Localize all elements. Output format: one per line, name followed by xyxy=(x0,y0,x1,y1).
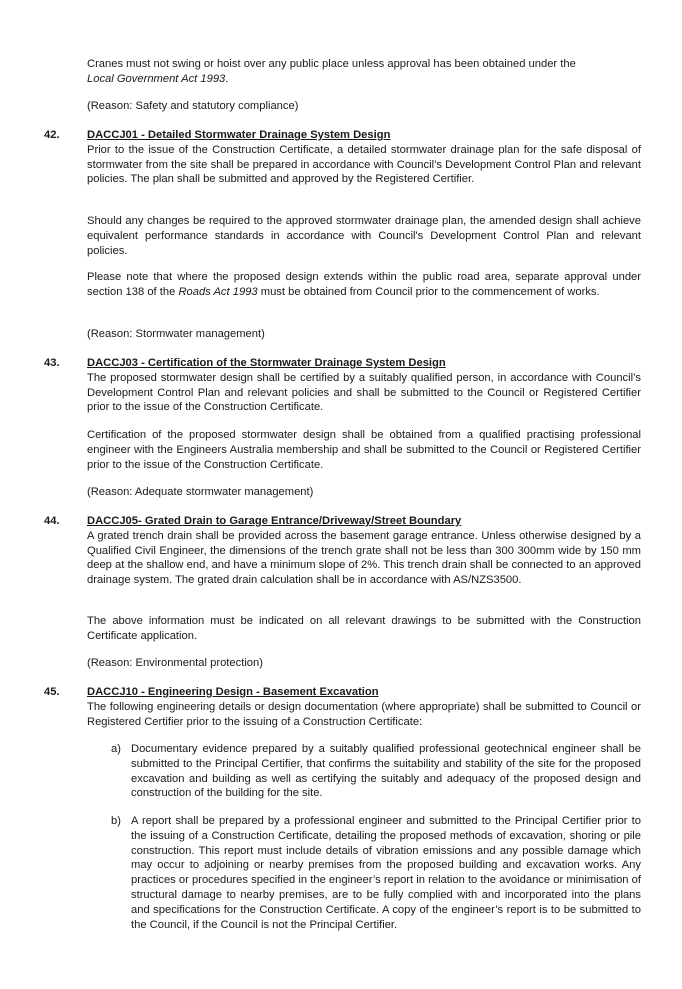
roads-act: Roads Act 1993 xyxy=(178,285,258,298)
condition-paragraph: Should any changes be required to the approved stormwater drainage plan, the amended design shall achieve equivalent performance standards in accordance with Council's Development Control Plan and relevant policies. xyxy=(87,215,641,257)
condition-43-p2 xyxy=(87,428,641,472)
list-item-label: b) xyxy=(111,815,121,827)
condition-number: 43. xyxy=(44,357,60,369)
condition-42 xyxy=(87,128,641,187)
intro-text: Cranes must not swing or hoist over any public place unless approval has been obtained under the xyxy=(87,58,576,70)
intro-reason: (Reason: Safety and statutory compliance) xyxy=(87,100,299,112)
condition-title: DACCJ05- Grated Drain to Garage Entrance/Driveway/Street Boundary xyxy=(87,515,462,527)
intro-paragraph xyxy=(87,57,641,87)
list-item-label: a) xyxy=(111,743,121,755)
list-item: Documentary evidence prepared by a suitably qualified professional geotechnical engineer shall be submitted to the Principal Certifier, that confirms the suitability and stability of the site for the proposed excavation and building as well as certifying the suitably and adequacy of the proposed design and construction of the building for the site. xyxy=(131,743,641,800)
condition-44 xyxy=(87,514,641,588)
condition-number: 42. xyxy=(44,129,60,141)
condition-title: DACCJ10 - Engineering Design - Basement Excavation xyxy=(87,686,379,698)
condition-45 xyxy=(87,685,641,729)
condition-paragraph: Certification of the proposed stormwater design shall be obtained from a qualified practising professional engineer with the Engineers Australia membership and shall be submitted to the Council or Registered Certifier prior to the issue of the Construction Certificate. xyxy=(87,429,641,471)
list-item: A report shall be prepared by a professional engineer and submitted to the Principal Certifier prior to the issuing of a Construction Certificate, detailing the proposed methods of excavation, shoring or pile construction. This report must include details of vibration emissions and any possible damage which may occur to adjoining or nearby premises from the proposed building and excavation works. Any practices or procedures specified in the engineer’s report in relation to the avoidance or minimisation of structural damage to nearby premises, are to be fully complied with and incorporated into the plans and specifications for the Construction Certificate. A copy of the engineer’s report is to be submitted to the Council, if the Council is not the Principal Certifier. xyxy=(131,815,641,931)
condition-44-p2 xyxy=(87,614,641,644)
condition-reason: (Reason: Stormwater management) xyxy=(87,328,265,340)
condition-42-p3 xyxy=(87,270,641,300)
condition-paragraph: Prior to the issue of the Construction Certificate, a detailed stormwater drainage plan for the safe disposal of stormwater from the site shall be prepared in accordance with Council’s Development Control Plan and relevant policies. The plan shall be submitted and approved by the Registered Certifier. xyxy=(87,143,641,186)
condition-paragraph: The above information must be indicated on all relevant drawings to be submitted with the Construction Certificate application. xyxy=(87,615,641,642)
condition-reason: (Reason: Adequate stormwater management) xyxy=(87,486,314,498)
intro-act-suffix: . xyxy=(225,72,229,85)
condition-number: 45. xyxy=(44,686,60,698)
condition-42-p2 xyxy=(87,214,641,258)
condition-title: DACCJ03 - Certification of the Stormwater Drainage System Design xyxy=(87,357,446,369)
condition-paragraph: The following engineering details or design documentation (where appropriate) shall be submitted to Council or Registered Certifier prior to the issuing of a Construction Certificate: xyxy=(87,700,641,728)
condition-paragraph: A grated trench drain shall be provided across the basement garage entrance. Unless otherwise designed by a Qualified Civil Engineer, the dimensions of the trench grate shall not be less than 300 300mm wide by 150 mm deep at the shallow end, and have a minimum slope of 2%. This trench drain shall be connected to an approved drainage system. The grated drain calculation shall be in accordance with AS/NZS3500. xyxy=(87,529,641,587)
condition-43-reason xyxy=(87,485,641,500)
condition-paragraph: The proposed stormwater design shall be certified by a suitably qualified person, in accordance with Council’s Development Control Plan and relevant policies and shall be submitted to the Council or Registered Certifier prior to the issue of the Construction Certificate. xyxy=(87,371,641,414)
intro-act: Local Government Act 1993 xyxy=(87,72,226,85)
condition-42-reason xyxy=(87,327,641,342)
condition-reason: (Reason: Environmental protection) xyxy=(87,657,263,669)
condition-44-reason xyxy=(87,656,641,671)
condition-number: 44. xyxy=(44,515,60,527)
condition-title: DACCJ01 - Detailed Stormwater Drainage System Design xyxy=(87,129,391,141)
condition-43 xyxy=(87,356,641,415)
condition-paragraph: Please note that where the proposed design extends within the public road area, separate approval under section 138 of the Roads Act 1993 must be obtained from Council prior to the commencement of works. xyxy=(87,271,641,298)
